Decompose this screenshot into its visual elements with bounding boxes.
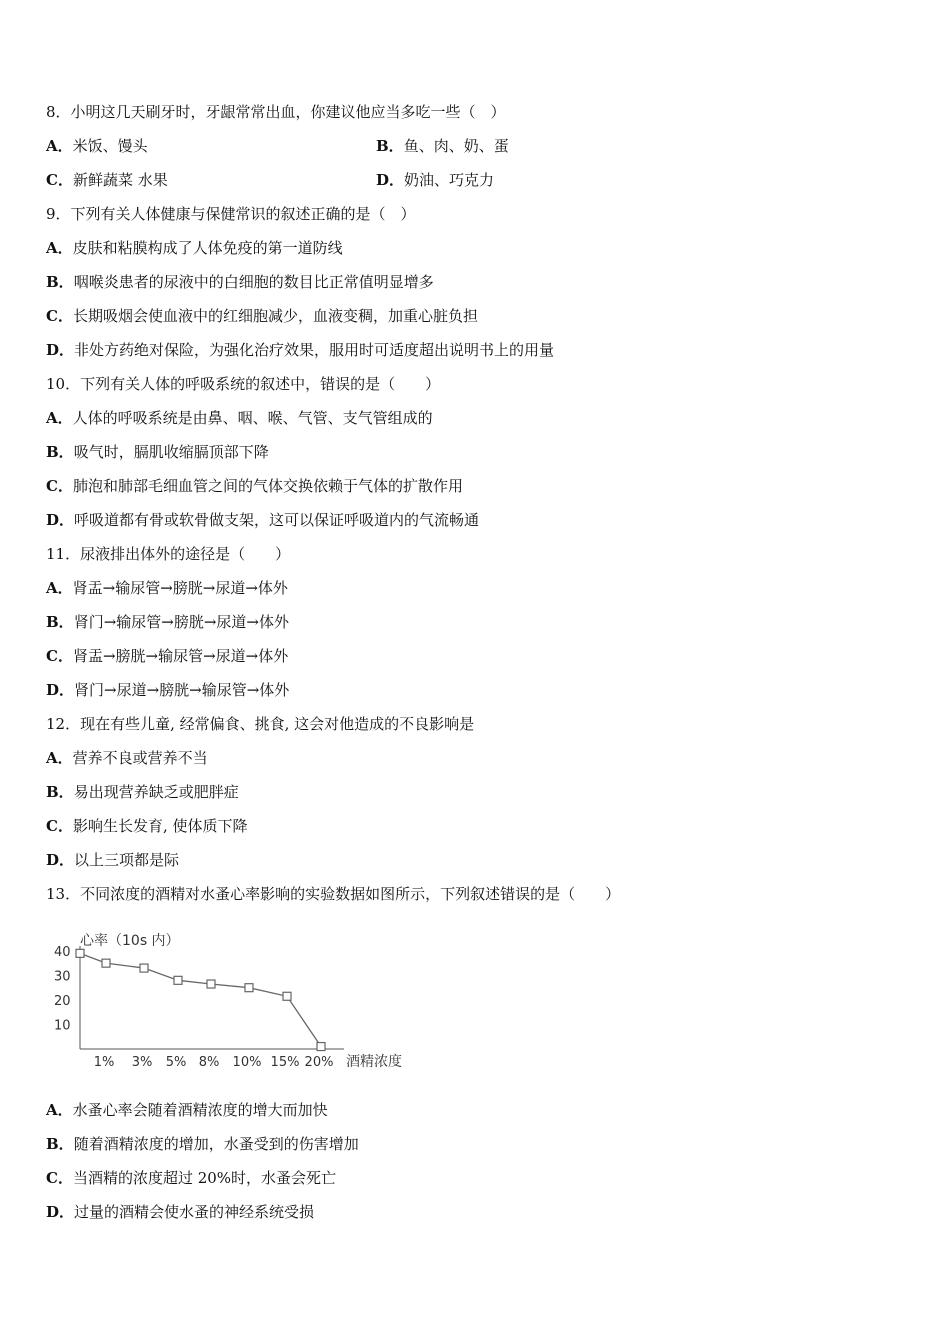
option-letter: C．	[46, 477, 73, 495]
option-text: 奶油、巧克力	[404, 171, 495, 189]
option-text: 肾门→输尿管→膀胱→尿道→体外	[73, 613, 289, 631]
question-12-option-c	[46, 816, 248, 836]
option-text: 长期吸烟会使血液中的红细胞减少，血液变稠，加重心脏负担	[72, 307, 478, 325]
x-tick-label: 8%	[198, 1055, 220, 1070]
data-point-marker	[283, 992, 291, 1000]
option-letter: B．	[46, 273, 74, 291]
option-letter: B．	[46, 1135, 74, 1153]
option-letter: A．	[46, 579, 73, 597]
question-11-option-d	[46, 680, 289, 700]
option-letter: A．	[46, 409, 73, 427]
question-12-stem: 12．现在有些儿童, 经常偏食、挑食, 这会对他造成的不良影响是	[46, 715, 475, 733]
option-letter: D．	[46, 851, 75, 869]
question-9-option-a	[46, 238, 343, 258]
option-text: 肾盂→输尿管→膀胱→尿道→体外	[72, 579, 288, 597]
option-letter: D．	[46, 1203, 75, 1221]
option-letter: A．	[46, 137, 73, 155]
x-tick-label: 10%	[232, 1055, 262, 1070]
question-13-option-b	[46, 1134, 359, 1154]
x-tick-label: 3%	[131, 1055, 153, 1070]
option-text: 吸气时，膈肌收缩膈顶部下降	[73, 443, 269, 461]
option-letter: C．	[46, 307, 73, 325]
y-tick-label: 40	[54, 944, 71, 960]
option-text: 鱼、肉、奶、蛋	[403, 137, 509, 155]
question-9-option-b	[46, 272, 434, 292]
question-12-option-b	[46, 782, 239, 802]
question-9-option-d	[46, 340, 554, 360]
option-text: 皮肤和粘膜构成了人体免疫的第一道防线	[72, 239, 343, 257]
question-10-stem: 10．下列有关人体的呼吸系统的叙述中，错误的是（ ）	[46, 375, 441, 393]
option-text: 以上三项都是际	[74, 851, 180, 869]
option-text: 呼吸道都有骨或软骨做支架，这可以保证呼吸道内的气流畅通	[74, 511, 480, 529]
data-point-marker	[317, 1043, 325, 1051]
question-10-option-c	[46, 476, 463, 496]
x-tick-label: 15%	[270, 1055, 300, 1070]
question-13-stem: 13．不同浓度的酒精对水蚤心率影响的实验数据如图所示，下列叙述错误的是（ ）	[46, 885, 621, 903]
question-11-option-c	[46, 646, 288, 666]
x-tick-label: 5%	[165, 1055, 187, 1070]
question-8-stem: 8．小明这几天刷牙时，牙龈常常出血，你建议他应当多吃一些（ ）	[46, 103, 506, 121]
option-letter: B．	[376, 137, 404, 155]
data-point-marker	[245, 984, 253, 992]
option-letter: D．	[46, 341, 75, 359]
data-point-marker	[102, 959, 110, 967]
option-letter: A．	[46, 239, 73, 257]
option-letter: B．	[46, 443, 74, 461]
option-text: 影响生长发育, 使体质下降	[72, 817, 248, 835]
question-13-option-c	[46, 1168, 336, 1188]
option-letter: C．	[46, 647, 73, 665]
data-point-marker	[140, 964, 148, 972]
option-text: 米饭、馒头	[72, 137, 148, 155]
option-letter: C．	[46, 817, 73, 835]
data-point-marker	[207, 980, 215, 988]
question-10-option-a	[46, 408, 433, 428]
question-13-option-a	[46, 1100, 328, 1120]
question-10-option-d	[46, 510, 479, 530]
x-axis-label: 酒精浓度	[346, 1054, 402, 1070]
option-text: 当酒精的浓度超过 20%时，水蚤会死亡	[72, 1169, 337, 1187]
option-text: 易出现营养缺乏或肥胖症	[73, 783, 239, 801]
x-tick-label: 1%	[93, 1055, 115, 1070]
question-11-stem: 11．尿液排出体外的途径是（ ）	[46, 545, 291, 563]
y-tick-label: 10	[54, 1018, 71, 1034]
question-11-option-a	[46, 578, 288, 598]
option-letter: D．	[376, 171, 405, 189]
question-8-option-a	[46, 136, 148, 156]
y-axis-label: 心率（10s 内）	[80, 933, 180, 949]
x-tick-label: 20%	[304, 1055, 334, 1070]
option-text: 人体的呼吸系统是由鼻、咽、喉、气管、支气管组成的	[72, 409, 433, 427]
option-letter: C．	[46, 171, 73, 189]
question-8-option-b	[376, 136, 509, 156]
question-13-option-d	[46, 1202, 314, 1222]
option-letter: D．	[46, 681, 75, 699]
question-9-option-c	[46, 306, 478, 326]
option-text: 咽喉炎患者的尿液中的白细胞的数目比正常值明显增多	[73, 273, 434, 291]
option-text: 非处方药绝对保险，为强化治疗效果，服用时可适度超出说明书上的用量	[74, 341, 555, 359]
question-11-option-b	[46, 612, 289, 632]
question-10-option-b	[46, 442, 269, 462]
option-text: 过量的酒精会使水蚤的神经系统受损	[74, 1203, 315, 1221]
option-letter: A．	[46, 749, 73, 767]
data-point-marker	[76, 949, 84, 957]
data-point-marker	[174, 976, 182, 984]
option-text: 水蚤心率会随着酒精浓度的增大而加快	[72, 1101, 328, 1119]
question-8-option-d	[376, 170, 494, 190]
option-text: 新鲜蔬菜 水果	[72, 171, 168, 189]
option-letter: D．	[46, 511, 75, 529]
option-letter: A．	[46, 1101, 73, 1119]
option-text: 随着酒精浓度的增加，水蚤受到的伤害增加	[73, 1135, 359, 1153]
heart-rate-chart	[46, 928, 416, 1076]
option-letter: B．	[46, 783, 74, 801]
option-text: 肾门→尿道→膀胱→输尿管→体外	[74, 681, 290, 699]
question-8-option-c	[46, 170, 168, 190]
option-text: 营养不良或营养不当	[72, 749, 208, 767]
question-9-stem: 9．下列有关人体健康与保健常识的叙述正确的是（ ）	[46, 205, 416, 223]
option-text: 肺泡和肺部毛细血管之间的气体交换依赖于气体的扩散作用	[72, 477, 463, 495]
option-letter: B．	[46, 613, 74, 631]
option-text: 肾盂→膀胱→输尿管→尿道→体外	[72, 647, 289, 665]
option-letter: C．	[46, 1169, 73, 1187]
y-tick-label: 20	[54, 993, 71, 1009]
y-tick-label: 30	[54, 969, 71, 985]
question-12-option-d	[46, 850, 179, 870]
question-12-option-a	[46, 748, 208, 768]
